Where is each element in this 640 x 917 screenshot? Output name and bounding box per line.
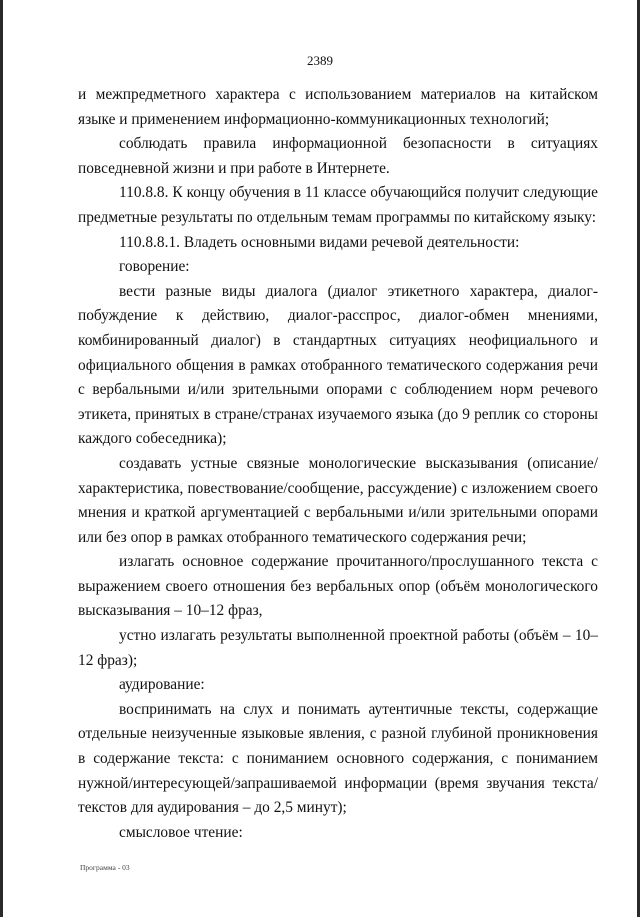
- paragraph: и межпредметного характера с использованием материалов на китайском языке и применением информационно-коммуникационных технологий;: [78, 86, 598, 128]
- document-body: [78, 83, 598, 845]
- paragraph: излагать основное содержание прочитанного/прослушанного текста с выражением своего отношения без вербальных опор (объём монологического высказывания – 10–12 фраз,: [78, 553, 598, 620]
- footer-label: Программа - 03: [80, 863, 130, 872]
- paragraph: соблюдать правила информационной безопасности в ситуациях повседневной жизни и при работе в Интернете.: [78, 135, 598, 177]
- section-heading: смысловое чтение:: [119, 823, 243, 841]
- paragraph: 110.8.8. К концу обучения в 11 классе обучающийся получит следующие предметные результаты по отдельным темам программы по китайскому языку:: [78, 184, 598, 226]
- paragraph: устно излагать результаты выполненной проектной работы (объём – 10–12 фраз);: [78, 627, 598, 669]
- section-heading: аудирование:: [119, 676, 205, 694]
- paragraph: 110.8.8.1. Владеть основными видами речевой деятельности:: [119, 233, 520, 251]
- paragraph: воспринимать на слух и понимать аутентичные тексты, содержащие отдельные неизученные языковые явления, с разной глубиной проникновения в содержание текста: с пониманием основного содержания, с пониманием нужной/интересующей/запрашиваемой информации (время звучания текста/текстов для аудирования – до 2,5 минут);: [78, 700, 598, 817]
- paragraph: создавать устные связные монологические высказывания (описание/характеристика, повествование/сообщение, рассуждение) с изложением своего мнения и краткой аргументацией с вербальными и/или зрительными опорами или без опор в рамках отобранного тематического содержания речи;: [78, 454, 598, 546]
- scan-edge-left: [0, 0, 3, 917]
- paragraph: вести разные виды диалога (диалог этикетного характера, диалог-побуждение к действию, диалог-расспрос, диалог-обмен мнениями, комбинированный диалог) в стандартных ситуациях неофициального и официального общения в рамках отобранного тематического содержания речи с вербальными и/или зрительными опорами с соблюдением норм речевого этикета, принятых в стране/странах изучаемого языка (до 9 реплик со стороны каждого собеседника);: [78, 282, 598, 448]
- page-number: 2389: [307, 53, 333, 68]
- section-heading: говорение:: [119, 258, 190, 276]
